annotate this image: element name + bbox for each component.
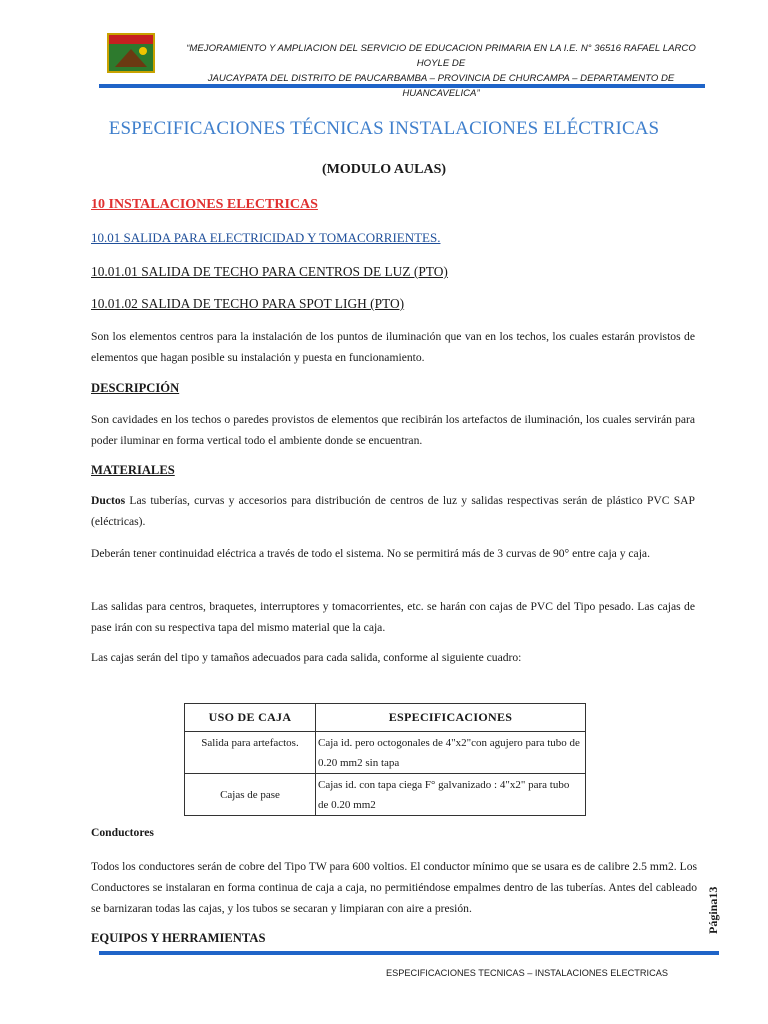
section-heading-10: 10 INSTALACIONES ELECTRICAS [91,197,318,212]
section-heading-10-01: 10.01 SALIDA PARA ELECTRICIDAD Y TOMACORRIENTES. [91,230,441,245]
column-header-uso: USO DE CAJA [185,704,316,732]
ductos-paragraph [91,490,695,532]
header-line-1: “MEJORAMIENTO Y AMPLIACION DEL SERVICIO DE EDUCACION PRIMARIA EN LA I.E. N° 36516 RAFAEL LARCO HOYLE DE [186,43,696,69]
descripcion-heading: DESCRIPCIÓN [91,381,180,395]
project-header [175,41,707,101]
section-heading-10-01-01: 10.01.01 SALIDA DE TECHO PARA CENTROS DE LUZ (PTO) [91,264,448,279]
document-title: ESPECIFICACIONES TÉCNICAS INSTALACIONES ELÉCTRICAS [108,118,660,139]
ductos-label: Ductos [91,494,126,507]
document-subtitle: (MODULO AULAS) [321,162,447,177]
table-cell-uso: Salida para artefactos. [185,732,316,774]
column-header-especificaciones: ESPECIFICACIONES [316,704,586,732]
conductores-paragraph: Todos los conductores serán de cobre del Tipo TW para 600 voltios. El conductor mínimo que se usara es de calibre 2.5 mm2. Los Conductores se instalaran en forma continua de caja a caja, no permitiéndose empalmes dentro de las tuberías. Antes del cableado se barnizaran todas las cajas, y los tubos se secaran y limpiaran con aire a presión. [91,860,697,915]
materiales-heading: MATERIALES [91,463,175,477]
page-number: Página13 [706,886,720,934]
table-cell-uso: Cajas de pase [185,774,316,816]
table-row [185,732,586,774]
header-divider [99,84,705,88]
footer-title: ESPECIFICACIONES TECNICAS – INSTALACIONES ELECTRICAS [386,968,668,978]
table-row [185,774,586,816]
descripcion-paragraph: Son cavidades en los techos o paredes provistos de elementos que recibirán los artefactos de iluminación, los cuales servirán para poder iluminar en forma vertical todo el ambiente donde se encuentran. [91,413,695,447]
municipal-crest-icon [107,33,155,73]
ductos-text: Las tuberías, curvas y accesorios para distribución de centros de luz y salidas respectivas serán de plástico PVC SAP (eléctricas). [91,494,695,528]
salidas-paragraph: Las salidas para centros, braquetes, interruptores y tomacorrientes, etc. se harán con cajas de PVC del Tipo pesado. Las cajas de pase irán con su respectiva tapa del mismo material que la caja. [91,600,695,634]
equipos-heading: EQUIPOS Y HERRAMIENTAS [91,931,266,945]
table-header-row [185,704,586,732]
box-spec-table [184,703,586,816]
cajas-paragraph: Las cajas serán del tipo y tamaños adecuados para cada salida, conforme al siguiente cuadro: [91,651,522,664]
intro-paragraph: Son los elementos centros para la instalación de los puntos de iluminación que van en los techos, los cuales estarán provistos de elementos que hagan posible su instalación y puesta en funcionamiento. [91,330,695,364]
section-heading-10-01-02: 10.01.02 SALIDA DE TECHO PARA SPOT LIGH (PTO) [91,296,405,311]
table-cell-especificacion: Caja id. pero octogonales de 4"x2"con agujero para tubo de 0.20 mm2 sin tapa [316,732,586,774]
continuidad-paragraph: Deberán tener continuidad eléctrica a través de todo el sistema. No se permitirá más de 3 curvas de 90° entre caja y caja. [91,547,650,560]
header-line-2: JAUCAYPATA DEL DISTRITO DE PAUCARBAMBA – PROVINCIA DE CHURCAMPA – DEPARTAMENTO DE HUANCAVELICA” [207,73,675,99]
table-cell-especificacion: Cajas id. con tapa ciega F° galvanizado : 4"x2" para tubo de 0.20 mm2 [316,774,586,816]
footer-divider [99,951,719,955]
conductores-heading: Conductores [91,826,154,839]
